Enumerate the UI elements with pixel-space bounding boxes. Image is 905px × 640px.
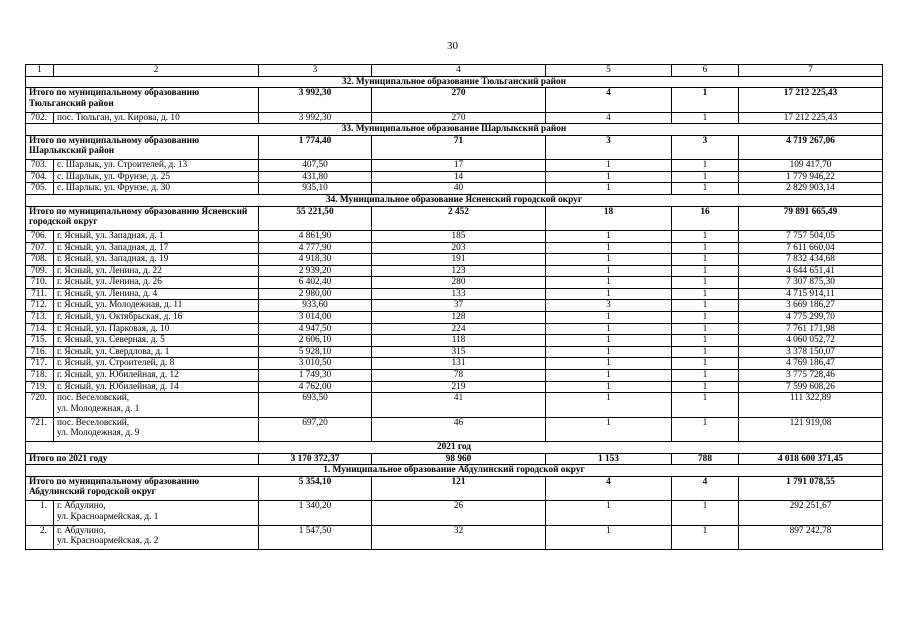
buildings-count-cell: 1 xyxy=(546,277,672,289)
houses-count-cell: 1 xyxy=(672,370,739,382)
houses-count-cell: 1 xyxy=(672,183,739,195)
residents-cell: 121 xyxy=(372,476,546,500)
area-cell: 3 170 372,37 xyxy=(259,453,372,465)
buildings-count-cell: 1 xyxy=(546,254,672,266)
buildings-count-cell: 1 xyxy=(546,288,672,300)
address-line-2: ул. Молодежная, д. 1 xyxy=(57,403,140,414)
buildings-count-cell: 1 xyxy=(546,171,672,183)
houses-count-cell: 1 xyxy=(672,160,739,172)
column-number-7: 7 xyxy=(739,65,883,77)
row-number: 718. xyxy=(26,370,54,382)
area-cell: 3 010,50 xyxy=(259,358,372,370)
area-cell: 5 928,10 xyxy=(259,346,372,358)
residents-cell: 191 xyxy=(372,254,546,266)
houses-count-cell: 1 xyxy=(672,323,739,335)
cost-cell: 121 919,08 xyxy=(739,417,883,441)
houses-count-cell: 1 xyxy=(672,358,739,370)
area-cell: 4 947,50 xyxy=(259,323,372,335)
cost-cell: 897 242,78 xyxy=(739,525,883,549)
row-number: 702. xyxy=(26,112,54,124)
row-number: 719. xyxy=(26,381,54,393)
area-cell: 3 014,00 xyxy=(259,312,372,324)
column-number-header-row xyxy=(26,65,883,77)
cost-cell: 1 791 078,55 xyxy=(739,476,883,500)
cost-cell: 7 611 660,04 xyxy=(739,242,883,254)
address-cell: г. Ясный, ул. Западная, д. 17 xyxy=(54,242,259,254)
residents-cell: 78 xyxy=(372,370,546,382)
cost-cell: 3 775 728,46 xyxy=(739,370,883,382)
area-cell: 697,20 xyxy=(259,417,372,441)
residents-cell: 280 xyxy=(372,277,546,289)
table-row xyxy=(26,300,883,312)
column-number-2: 2 xyxy=(54,65,259,77)
address-cell: пос. Тюльган, ул. Кирова, д. 10 xyxy=(54,112,259,124)
residents-cell: 224 xyxy=(372,323,546,335)
row-number: 707. xyxy=(26,242,54,254)
cost-cell: 7 757 504,05 xyxy=(739,230,883,242)
buildings-count-cell: 1 xyxy=(546,335,672,347)
table-row xyxy=(26,242,883,254)
houses-count-cell: 1 xyxy=(672,381,739,393)
buildings-count-cell: 1 xyxy=(546,230,672,242)
area-cell: 4 762,00 xyxy=(259,381,372,393)
area-cell: 6 402,40 xyxy=(259,277,372,289)
residents-cell: 46 xyxy=(372,417,546,441)
address-cell: г. Ясный, ул. Ленина, д. 22 xyxy=(54,265,259,277)
municipality-total-row xyxy=(26,135,883,159)
table-row xyxy=(26,277,883,289)
houses-count-cell: 1 xyxy=(672,171,739,183)
page-number: 30 xyxy=(447,40,458,52)
area-cell: 935,10 xyxy=(259,183,372,195)
section-title: 32. Муниципальное образование Тюльганский район xyxy=(26,76,883,88)
column-number-6: 6 xyxy=(672,65,739,77)
row-number: 720. xyxy=(26,393,54,417)
row-number: 717. xyxy=(26,358,54,370)
cost-cell: 17 212 225,43 xyxy=(739,88,883,112)
column-number-5: 5 xyxy=(546,65,672,77)
row-number: 714. xyxy=(26,323,54,335)
area-cell: 1 547,50 xyxy=(259,525,372,549)
residents-cell: 185 xyxy=(372,230,546,242)
address-cell: г. Ясный, ул. Юбилейная, д. 12 xyxy=(54,370,259,382)
column-number-3: 3 xyxy=(259,65,372,77)
buildings-count-cell: 1 xyxy=(546,370,672,382)
address-cell xyxy=(54,393,259,417)
address-cell xyxy=(54,525,259,549)
area-cell: 2 980,00 xyxy=(259,288,372,300)
cost-cell: 7 599 608,26 xyxy=(739,381,883,393)
houses-count-cell: 1 xyxy=(672,265,739,277)
buildings-count-cell: 3 xyxy=(546,135,672,159)
address-cell: г. Ясный, ул. Свердлова, д. 1 xyxy=(54,346,259,358)
houses-count-cell: 1 xyxy=(672,300,739,312)
cost-cell: 3 669 186,27 xyxy=(739,300,883,312)
total-label: Итого по муниципальному образованию Абдулинский городской округ xyxy=(26,476,259,500)
houses-count-cell: 1 xyxy=(672,277,739,289)
address-cell: г. Ясный, ул. Парковая, д. 10 xyxy=(54,323,259,335)
municipality-section-row xyxy=(26,465,883,477)
municipality-section-row xyxy=(26,194,883,206)
houses-count-cell: 1 xyxy=(672,501,739,525)
table-row xyxy=(26,417,883,441)
table-row xyxy=(26,393,883,417)
buildings-count-cell: 1 xyxy=(546,346,672,358)
municipality-total-row xyxy=(26,476,883,500)
row-number: 2. xyxy=(26,525,54,549)
residents-cell: 26 xyxy=(372,501,546,525)
cost-cell: 7 761 171,98 xyxy=(739,323,883,335)
address-cell xyxy=(54,501,259,525)
buildings-count-cell: 1 xyxy=(546,312,672,324)
houses-count-cell: 1 xyxy=(672,254,739,266)
row-number: 713. xyxy=(26,312,54,324)
table-row xyxy=(26,288,883,300)
cost-cell: 292 251,67 xyxy=(739,501,883,525)
residents-cell: 71 xyxy=(372,135,546,159)
row-number: 708. xyxy=(26,254,54,266)
residents-cell: 40 xyxy=(372,183,546,195)
cost-cell: 7 832 434,68 xyxy=(739,254,883,266)
address-cell: г. Ясный, ул. Октябрьская, д. 16 xyxy=(54,312,259,324)
column-number-1: 1 xyxy=(26,65,54,77)
table-row xyxy=(26,381,883,393)
residents-cell: 133 xyxy=(372,288,546,300)
houses-count-cell: 1 xyxy=(672,112,739,124)
address-cell: г. Ясный, ул. Молодежная, д. 11 xyxy=(54,300,259,312)
residents-cell: 98 960 xyxy=(372,453,546,465)
table-row xyxy=(26,501,883,525)
address-cell: г. Ясный, ул. Ленина, д. 4 xyxy=(54,288,259,300)
area-cell: 1 340,20 xyxy=(259,501,372,525)
residents-cell: 131 xyxy=(372,358,546,370)
table-row xyxy=(26,525,883,549)
municipality-total-row xyxy=(26,206,883,230)
cost-cell: 7 307 875,30 xyxy=(739,277,883,289)
address-line-1: г. Абдулино, xyxy=(57,501,106,512)
row-number: 715. xyxy=(26,335,54,347)
area-cell: 933,60 xyxy=(259,300,372,312)
residents-cell: 315 xyxy=(372,346,546,358)
houses-count-cell: 1 xyxy=(672,288,739,300)
table-row xyxy=(26,160,883,172)
area-cell: 2 939,20 xyxy=(259,265,372,277)
residents-cell: 203 xyxy=(372,242,546,254)
residents-cell: 270 xyxy=(372,88,546,112)
cost-cell: 4 644 651,41 xyxy=(739,265,883,277)
buildings-count-cell: 1 xyxy=(546,242,672,254)
residents-cell: 123 xyxy=(372,265,546,277)
address-cell: с. Шарлык, ул. Строителей, д. 13 xyxy=(54,160,259,172)
cost-cell: 4 719 267,06 xyxy=(739,135,883,159)
cost-cell: 111 322,89 xyxy=(739,393,883,417)
cost-cell: 4 018 600 371,45 xyxy=(739,453,883,465)
cost-cell: 109 417,70 xyxy=(739,160,883,172)
cost-cell: 4 775 299,70 xyxy=(739,312,883,324)
table-row xyxy=(26,112,883,124)
address-line-2: ул. Молодежная, д. 9 xyxy=(57,428,140,439)
row-number: 710. xyxy=(26,277,54,289)
buildings-count-cell: 1 xyxy=(546,393,672,417)
area-cell: 55 221,50 xyxy=(259,206,372,230)
area-cell: 1 774,40 xyxy=(259,135,372,159)
buildings-count-cell: 1 xyxy=(546,525,672,549)
buildings-count-cell: 1 153 xyxy=(546,453,672,465)
area-cell: 431,80 xyxy=(259,171,372,183)
area-cell: 3 992,30 xyxy=(259,88,372,112)
row-number: 704. xyxy=(26,171,54,183)
total-label: Итого по муниципальному образованию Ясненский городской округ xyxy=(26,206,259,230)
houses-count-cell: 4 xyxy=(672,476,739,500)
area-cell: 693,50 xyxy=(259,393,372,417)
buildings-count-cell: 1 xyxy=(546,160,672,172)
row-number: 706. xyxy=(26,230,54,242)
address-cell: г. Ясный, ул. Западная, д. 19 xyxy=(54,254,259,266)
residents-cell: 2 452 xyxy=(372,206,546,230)
address-line-1: пос. Веселовский, xyxy=(57,417,130,428)
row-number: 716. xyxy=(26,346,54,358)
area-cell: 4 777,90 xyxy=(259,242,372,254)
houses-count-cell: 1 xyxy=(672,346,739,358)
residents-cell: 32 xyxy=(372,525,546,549)
residents-cell: 219 xyxy=(372,381,546,393)
cost-cell: 3 378 150,07 xyxy=(739,346,883,358)
cost-cell: 4 060 052,72 xyxy=(739,335,883,347)
houses-count-cell: 1 xyxy=(672,525,739,549)
row-number: 705. xyxy=(26,183,54,195)
housing-program-table xyxy=(25,64,883,550)
address-line-1: г. Абдулино, xyxy=(57,525,106,536)
address-cell: с. Шарлык, ул. Фрунзе, д. 30 xyxy=(54,183,259,195)
year-total-label: Итого по 2021 году xyxy=(26,453,259,465)
houses-count-cell: 1 xyxy=(672,230,739,242)
row-number: 1. xyxy=(26,501,54,525)
table-row xyxy=(26,323,883,335)
table-row xyxy=(26,346,883,358)
row-number: 709. xyxy=(26,265,54,277)
area-cell: 3 992,30 xyxy=(259,112,372,124)
houses-count-cell: 1 xyxy=(672,312,739,324)
address-cell: г. Ясный, ул. Западная, д. 1 xyxy=(54,230,259,242)
total-label: Итого по муниципальному образованию Шарлыкский район xyxy=(26,135,259,159)
column-number-4: 4 xyxy=(372,65,546,77)
address-line-2: ул. Красноармейская, д. 1 xyxy=(57,511,159,522)
houses-count-cell: 1 xyxy=(672,417,739,441)
residents-cell: 17 xyxy=(372,160,546,172)
houses-count-cell: 1 xyxy=(672,88,739,112)
section-title: 33. Муниципальное образование Шарлыкский район xyxy=(26,124,883,136)
address-line-2: ул. Красноармейская, д. 2 xyxy=(57,536,159,547)
address-cell: с. Шарлык, ул. Фрунзе, д. 25 xyxy=(54,171,259,183)
section-title: 1. Муниципальное образование Абдулинский городской округ xyxy=(26,465,883,477)
year-row xyxy=(26,442,883,454)
table-row xyxy=(26,358,883,370)
buildings-count-cell: 18 xyxy=(546,206,672,230)
address-cell: г. Ясный, ул. Северная, д. 5 xyxy=(54,335,259,347)
address-cell: г. Ясный, ул. Ленина, д. 26 xyxy=(54,277,259,289)
buildings-count-cell: 3 xyxy=(546,300,672,312)
area-cell: 2 606,10 xyxy=(259,335,372,347)
address-line-1: пос. Веселовский, xyxy=(57,393,130,404)
cost-cell: 4 715 914,11 xyxy=(739,288,883,300)
area-cell: 4 918,30 xyxy=(259,254,372,266)
residents-cell: 37 xyxy=(372,300,546,312)
row-number: 703. xyxy=(26,160,54,172)
cost-cell: 1 779 946,22 xyxy=(739,171,883,183)
table-row xyxy=(26,265,883,277)
buildings-count-cell: 1 xyxy=(546,323,672,335)
residents-cell: 41 xyxy=(372,393,546,417)
cost-cell: 2 829 903,14 xyxy=(739,183,883,195)
area-cell: 4 861,90 xyxy=(259,230,372,242)
houses-count-cell: 16 xyxy=(672,206,739,230)
houses-count-cell: 1 xyxy=(672,242,739,254)
address-cell xyxy=(54,417,259,441)
year-total-row xyxy=(26,453,883,465)
section-title: 34. Муниципальное образование Ясненский городской округ xyxy=(26,194,883,206)
cost-cell: 4 769 186,47 xyxy=(739,358,883,370)
residents-cell: 14 xyxy=(372,171,546,183)
buildings-count-cell: 4 xyxy=(546,88,672,112)
total-label: Итого по муниципальному образованию Тюльганский район xyxy=(26,88,259,112)
houses-count-cell: 3 xyxy=(672,135,739,159)
area-cell: 5 354,10 xyxy=(259,476,372,500)
cost-cell: 17 212 225,43 xyxy=(739,112,883,124)
table-row xyxy=(26,335,883,347)
buildings-count-cell: 1 xyxy=(546,358,672,370)
buildings-count-cell: 1 xyxy=(546,501,672,525)
row-number: 721. xyxy=(26,417,54,441)
cost-cell: 79 891 665,49 xyxy=(739,206,883,230)
municipality-section-row xyxy=(26,76,883,88)
row-number: 711. xyxy=(26,288,54,300)
address-cell: г. Ясный, ул. Строителей, д. 8 xyxy=(54,358,259,370)
year-title: 2021 год xyxy=(26,442,883,454)
buildings-count-cell: 4 xyxy=(546,112,672,124)
row-number: 712. xyxy=(26,300,54,312)
houses-count-cell: 1 xyxy=(672,393,739,417)
area-cell: 407,50 xyxy=(259,160,372,172)
houses-count-cell: 1 xyxy=(672,335,739,347)
buildings-count-cell: 1 xyxy=(546,265,672,277)
table-row xyxy=(26,183,883,195)
buildings-count-cell: 1 xyxy=(546,183,672,195)
municipality-total-row xyxy=(26,88,883,112)
residents-cell: 118 xyxy=(372,335,546,347)
table-row xyxy=(26,312,883,324)
residents-cell: 128 xyxy=(372,312,546,324)
table-row xyxy=(26,254,883,266)
area-cell: 1 749,30 xyxy=(259,370,372,382)
buildings-count-cell: 1 xyxy=(546,381,672,393)
address-cell: г. Ясный, ул. Юбилейная, д. 14 xyxy=(54,381,259,393)
table-row xyxy=(26,171,883,183)
buildings-count-cell: 1 xyxy=(546,417,672,441)
residents-cell: 270 xyxy=(372,112,546,124)
table-row xyxy=(26,230,883,242)
houses-count-cell: 788 xyxy=(672,453,739,465)
buildings-count-cell: 4 xyxy=(546,476,672,500)
municipality-section-row xyxy=(26,124,883,136)
table-row xyxy=(26,370,883,382)
